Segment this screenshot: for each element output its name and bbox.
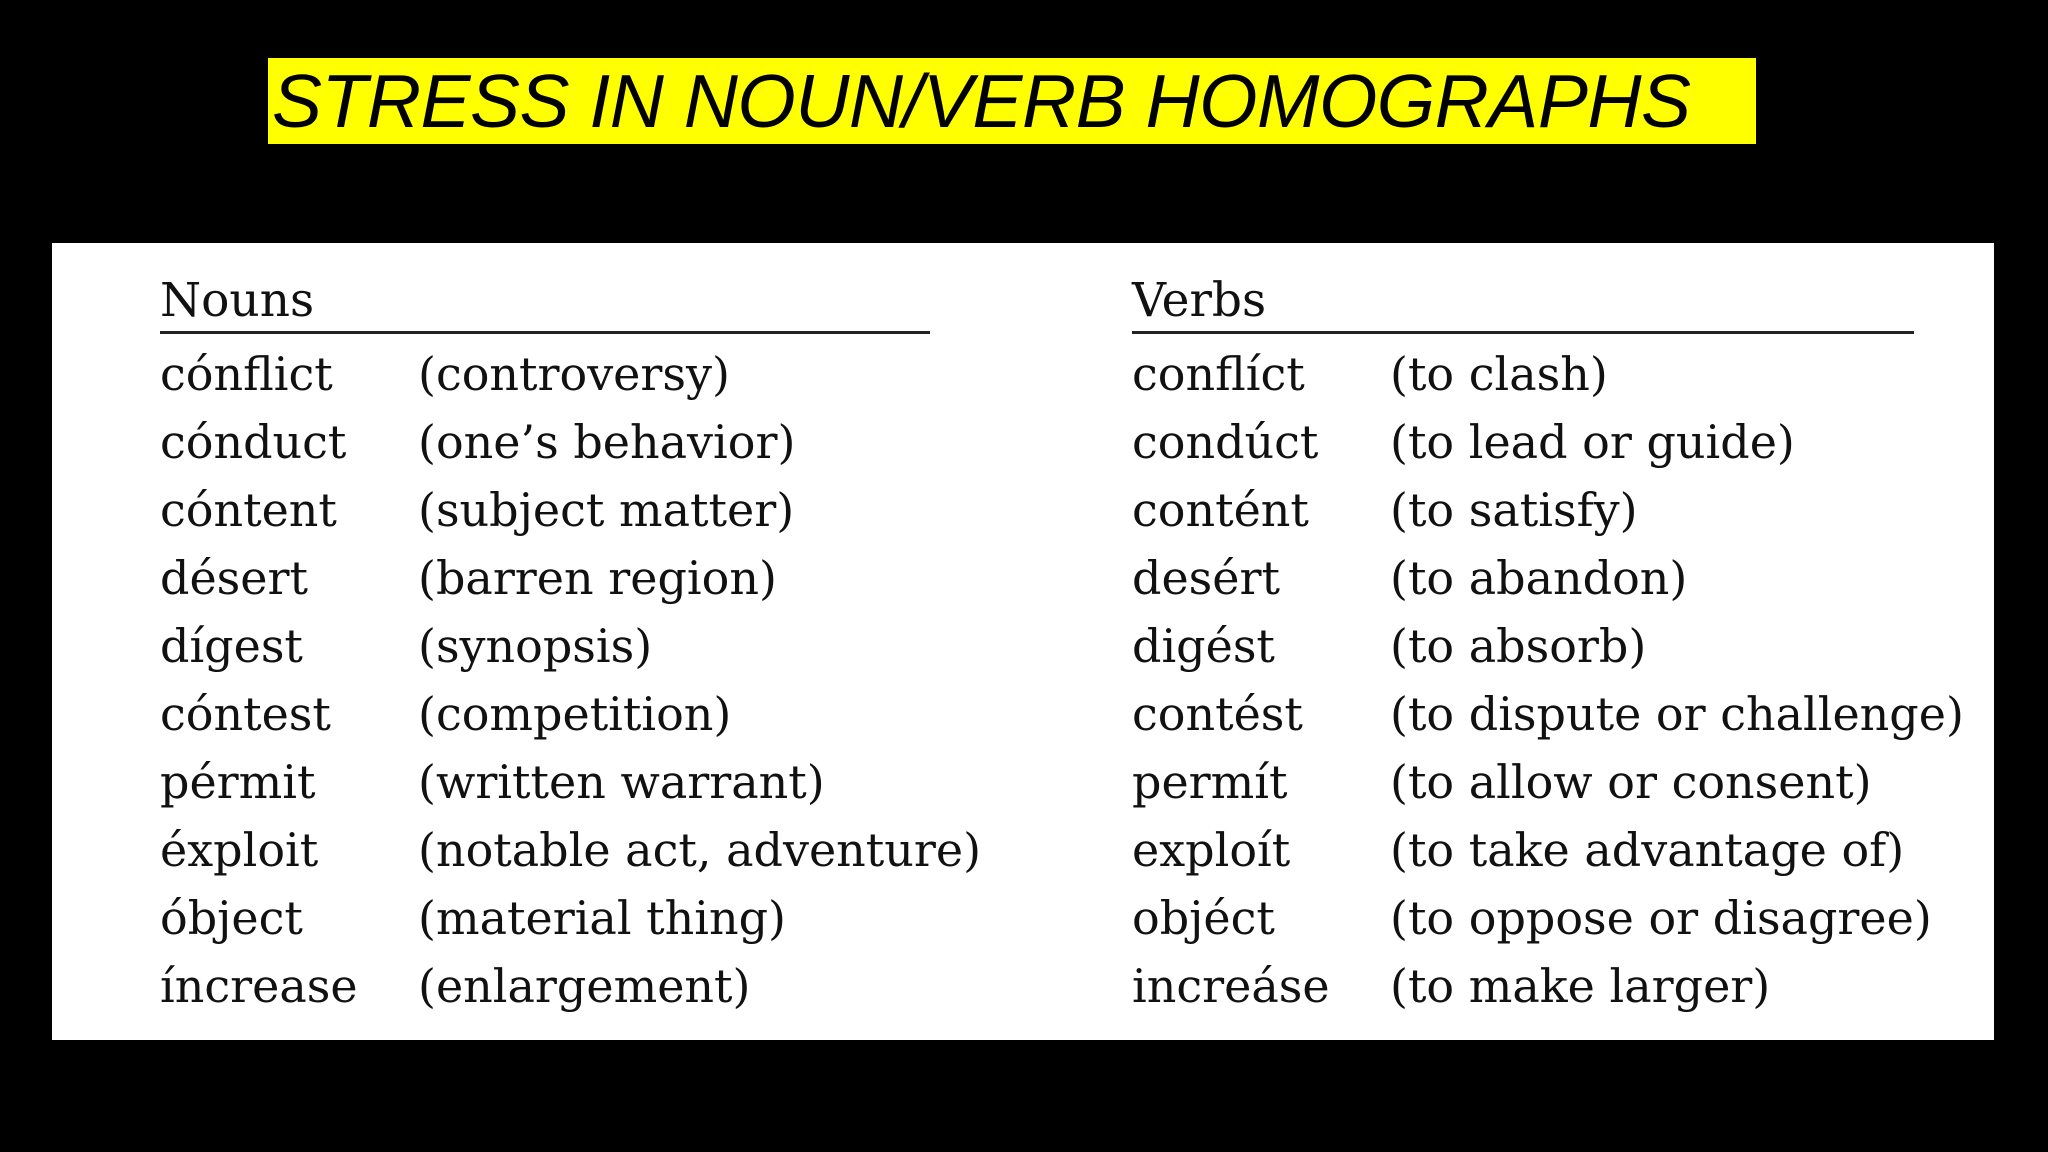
verb-row xyxy=(1132,748,1972,816)
title-highlight xyxy=(268,58,1756,144)
noun-row xyxy=(160,476,990,544)
verb-gloss: (to take advantage of) xyxy=(1390,823,1905,877)
noun-word: cónduct xyxy=(160,415,347,469)
verbs-header-rule xyxy=(1132,331,1914,334)
verb-gloss: (to abandon) xyxy=(1390,551,1688,605)
noun-word: désert xyxy=(160,551,308,605)
verb-word: condúct xyxy=(1132,415,1319,469)
noun-row xyxy=(160,884,990,952)
noun-row xyxy=(160,748,990,816)
verb-gloss: (to lead or guide) xyxy=(1390,415,1795,469)
noun-row xyxy=(160,952,990,1020)
noun-word: íncrease xyxy=(160,959,358,1013)
verb-gloss: (to absorb) xyxy=(1390,619,1647,673)
noun-gloss: (written warrant) xyxy=(418,755,825,809)
verb-row xyxy=(1132,680,1972,748)
noun-row xyxy=(160,544,990,612)
verb-word: desért xyxy=(1132,551,1280,605)
noun-row xyxy=(160,612,990,680)
verb-word: conflíct xyxy=(1132,347,1305,401)
verbs-column xyxy=(1132,271,1972,1020)
verb-gloss: (to satisfy) xyxy=(1390,483,1638,537)
noun-gloss: (competition) xyxy=(418,687,732,741)
noun-word: pérmit xyxy=(160,755,316,809)
noun-gloss: (material thing) xyxy=(418,891,786,945)
verb-row xyxy=(1132,544,1972,612)
verb-word: contént xyxy=(1132,483,1309,537)
noun-row xyxy=(160,816,990,884)
verb-word: exploít xyxy=(1132,823,1291,877)
verb-row xyxy=(1132,612,1972,680)
noun-gloss: (notable act, adventure) xyxy=(418,823,982,877)
verb-word: objéct xyxy=(1132,891,1275,945)
slide-title: STRESS IN NOUN/VERB HOMOGRAPHS xyxy=(272,58,1691,143)
nouns-header-rule xyxy=(160,331,930,334)
noun-row xyxy=(160,340,990,408)
homograph-table xyxy=(52,243,1994,1040)
noun-row xyxy=(160,680,990,748)
verb-word: contést xyxy=(1132,687,1303,741)
verb-gloss: (to clash) xyxy=(1390,347,1608,401)
verb-gloss: (to dispute or challenge) xyxy=(1390,687,1964,741)
verb-row xyxy=(1132,340,1972,408)
verb-gloss: (to make larger) xyxy=(1390,959,1771,1013)
noun-gloss: (controversy) xyxy=(418,347,730,401)
noun-row xyxy=(160,408,990,476)
verb-row xyxy=(1132,952,1972,1020)
noun-word: éxploit xyxy=(160,823,319,877)
noun-gloss: (synopsis) xyxy=(418,619,653,673)
noun-word: óbject xyxy=(160,891,303,945)
verb-word: permít xyxy=(1132,755,1288,809)
nouns-header: Nouns xyxy=(160,273,315,328)
verb-gloss: (to oppose or disagree) xyxy=(1390,891,1932,945)
noun-word: cóntent xyxy=(160,483,337,537)
noun-word: dígest xyxy=(160,619,303,673)
nouns-column xyxy=(160,271,990,1020)
noun-gloss: (barren region) xyxy=(418,551,777,605)
noun-gloss: (one’s behavior) xyxy=(418,415,796,469)
verb-word: digést xyxy=(1132,619,1275,673)
noun-gloss: (enlargement) xyxy=(418,959,751,1013)
noun-word: cónflict xyxy=(160,347,333,401)
verbs-header: Verbs xyxy=(1132,273,1267,328)
verb-gloss: (to allow or consent) xyxy=(1390,755,1872,809)
noun-gloss: (subject matter) xyxy=(418,483,795,537)
verb-row xyxy=(1132,884,1972,952)
noun-word: cóntest xyxy=(160,687,331,741)
verb-row xyxy=(1132,476,1972,544)
verb-row xyxy=(1132,408,1972,476)
verb-row xyxy=(1132,816,1972,884)
verb-word: increáse xyxy=(1132,959,1330,1013)
